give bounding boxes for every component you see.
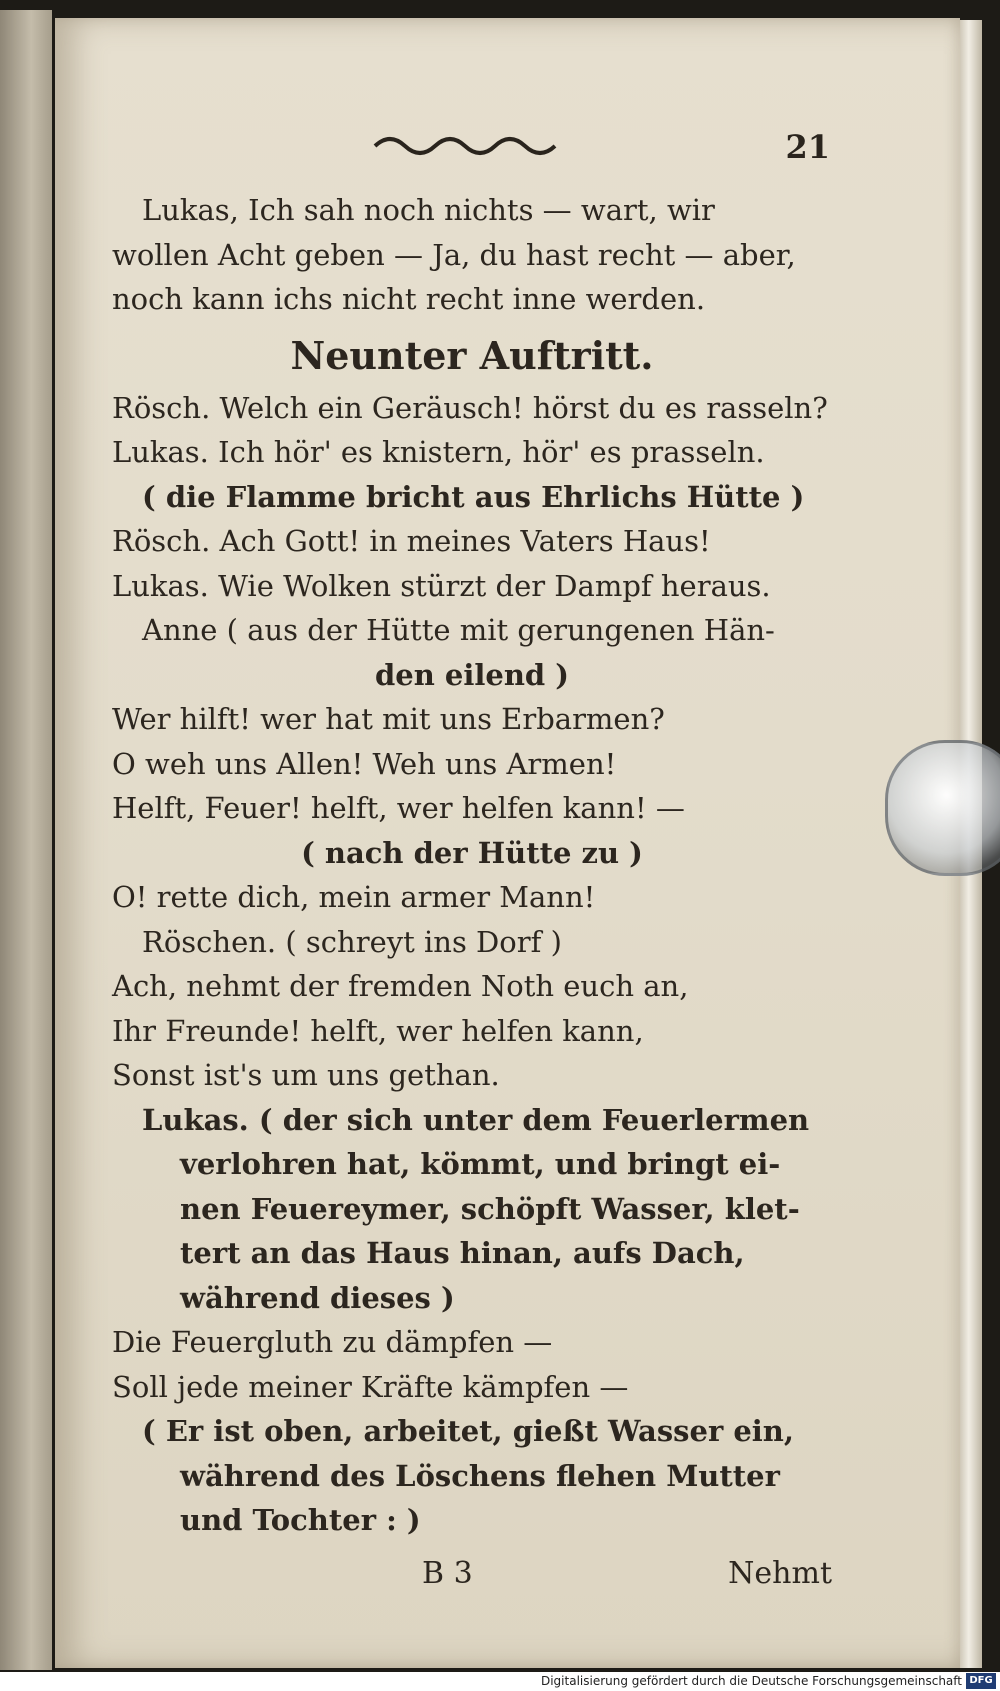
text-line: O weh uns Allen! Weh uns Armen!	[112, 746, 617, 781]
scene-heading: Neunter Auftritt.	[290, 332, 654, 378]
text-line: nen Feuereymer, schöpft Wasser, klet-	[180, 1191, 800, 1226]
text-line: Lukas. Wie Wolken stürzt der Dampf heraus.	[112, 568, 771, 603]
text-line: Rösch. Welch ein Geräusch! hörst du es rasseln?	[112, 390, 828, 425]
text-line: ( Er ist oben, arbeitet, gießt Wasser ein,	[142, 1414, 794, 1448]
text-line: Lukas, Ich sah noch nichts — wart, wir	[142, 193, 715, 227]
page-holder-clip	[885, 740, 1000, 876]
text-line: wollen Acht geben — Ja, du hast recht — aber,	[112, 237, 796, 272]
catchword: Nehmt	[728, 1556, 832, 1591]
text-line: tert an das Haus hinan, aufs Dach,	[180, 1236, 745, 1270]
credit-bar	[0, 1672, 1000, 1691]
text-line: während dieses )	[180, 1280, 455, 1315]
text-line: Ihr Freunde! helft, wer helfen kann,	[112, 1013, 644, 1048]
text-line: Anne ( aus der Hütte mit gerungenen Hän-	[142, 613, 775, 647]
page-text	[112, 188, 832, 1543]
text-line: Ach, nehmt der fremden Noth euch an,	[112, 969, 689, 1003]
dfg-logo-icon: DFG	[966, 1673, 996, 1689]
text-line: noch kann ichs nicht recht inne werden.	[112, 282, 706, 316]
text-line: Lukas. ( der sich unter dem Feuerlermen	[142, 1102, 810, 1137]
ornament-wave-icon	[370, 128, 570, 158]
text-line: während des Löschens flehen Mutter	[180, 1458, 780, 1493]
page-header	[370, 128, 830, 168]
signature-mark: B 3	[422, 1556, 473, 1591]
text-line: Röschen. ( schreyt ins Dorf )	[142, 924, 562, 959]
facing-page-edge	[0, 10, 52, 1670]
text-line: Rösch. Ach Gott! in meines Vaters Haus!	[112, 524, 711, 558]
page-footer	[112, 1556, 832, 1600]
text-line: Die Feuergluth zu dämpfen —	[112, 1325, 553, 1359]
text-line: den eilend )	[374, 657, 570, 692]
text-line: und Tochter : )	[180, 1503, 421, 1537]
text-line: Soll jede meiner Kräfte kämpfen —	[112, 1369, 629, 1404]
text-line: Sonst ist's um uns gethan.	[112, 1058, 500, 1092]
text-line: Lukas. Ich hör' es knistern, hör' es prasseln.	[112, 435, 765, 469]
text-line: ( die Flamme bricht aus Ehrlichs Hütte )	[142, 479, 805, 514]
text-line: O! rette dich, mein armer Mann!	[112, 880, 596, 914]
credit-text: Digitalisierung gefördert durch die Deutsche Forschungsgemeinschaft	[540, 1674, 962, 1688]
page-number: 21	[785, 128, 830, 166]
text-line: ( nach der Hütte zu )	[301, 835, 643, 870]
text-line: verlohren hat, kömmt, und bringt ei-	[180, 1147, 781, 1181]
text-line: Helft, Feuer! helft, wer helfen kann! —	[112, 791, 685, 825]
text-line: Wer hilft! wer hat mit uns Erbarmen?	[112, 702, 665, 736]
